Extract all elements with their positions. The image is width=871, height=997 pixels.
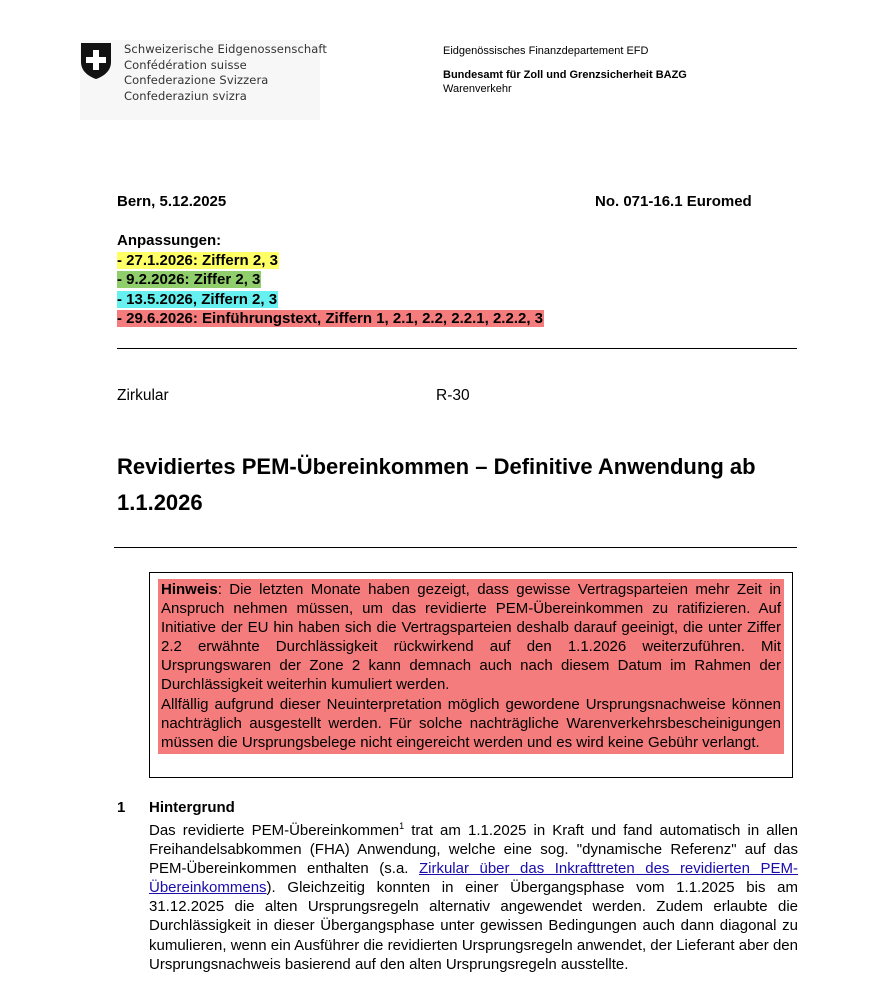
- division-name: Warenverkehr: [443, 83, 512, 95]
- confederation-name-rm: Confederaziun svizra: [124, 88, 247, 103]
- notice-box: [149, 572, 793, 778]
- document-type-label: Zirkular: [117, 387, 169, 404]
- body-text-b: trat am 1.1.2025 in Kraft und fand automatisch in allen Freihandelsabkommen (FHA) Anwendung, welche eine sog. "dynamische Referenz" auf das PEM-Übereinkommen enthalten (s.a.: [149, 822, 798, 878]
- divider-title: [114, 547, 797, 548]
- confederation-names: [124, 42, 327, 104]
- adjustment-item: - 29.6.2026: Einführungstext, Ziffern 1, 2.1, 2.2, 2.2.1, 2.2.2, 3: [117, 310, 544, 327]
- confederation-name-it: Confederazione Svizzera: [124, 73, 269, 87]
- circular-link[interactable]: Zirkular über das Inkrafttreten des revidierten PEM-Übereinkommens: [149, 860, 798, 897]
- document-number: No. 071-16.1 Euromed: [595, 193, 752, 210]
- adjustments-heading: Anpassungen:: [117, 232, 222, 249]
- section-body: [149, 821, 798, 974]
- section-title: Hintergrund: [149, 799, 235, 816]
- department-name: Eidgenössisches Finanzdepartement EFD: [443, 45, 649, 57]
- adjustment-item: - 13.5.2026, Ziffern 2, 3: [117, 290, 278, 308]
- notice-highlight: [158, 579, 784, 754]
- notice-paragraph-2: Allfällig aufgrund dieser Neuinterpretation möglich gewordene Ursprungsnachweise können nachträglich ausgestellt werden. Für solche nachträgliche Warenverkehrsbescheinigungen müssen die Ursprungsbelege nicht eingereicht werden und es wird keine Gebühr verlangt.: [161, 695, 781, 751]
- notice-label: Hinweis: [161, 581, 218, 598]
- adjustment-item: - 9.2.2026: Ziffer 2, 3: [117, 271, 261, 288]
- place-date: Bern, 5.12.2025: [117, 193, 227, 210]
- confederation-name-de: Schweizerische Eidgenossenschaft: [124, 42, 327, 56]
- confederation-name-fr: Confédération suisse: [124, 57, 247, 72]
- notice-paragraph-1: : Die letzten Monate haben gezeigt, dass gewisse Vertragsparteien mehr Zeit in Anspruch nehmen müssen, um das revidierte PEM-Übereinkommen zu ratifizieren. Auf Initiative der EU hin haben sich die Vertragsparteien deshalb darauf geeinigt, die unter Ziffer 2.2 erwähnte Durchlässigkeit rückwirkend auf den 1.1.2026 weiterzuführen. Mit Ursprungswaren der Zone 2 kann demnach auch nach diesem Datum im Rahmen der Durchlässigkeit weiterhin kumuliert werden.: [161, 581, 781, 694]
- section-number: 1: [117, 799, 126, 816]
- department-block: [443, 44, 687, 96]
- body-text-a: Das revidierte PEM-Übereinkommen: [149, 822, 400, 839]
- body-text-c: ). Gleichzeitig konnten in einer Übergangsphase vom 1.1.2025 bis am 31.12.2025 die alten Ursprungsregeln alternativ angewendet werden. Zudem erlaubte die Durchlässigkeit in dieser Übergangsphase unter gewissen Bedingungen auch dann diagonal zu kumulieren, wenn ein Ausführer die revidierten Ursprungsregeln anwendet, der Lieferant aber den Ursprungsnachweis basierend auf den alten Ursprungsregeln ausstellte.: [149, 879, 798, 973]
- adjustment-item: - 27.1.2026: Ziffern 2, 3: [117, 251, 278, 269]
- confederation-logo: [80, 40, 327, 120]
- office-name: Bundesamt für Zoll und Grenzsicherheit BAZG: [443, 69, 687, 81]
- footnote-marker[interactable]: 1: [399, 821, 405, 831]
- swiss-shield-icon: [80, 42, 112, 80]
- divider-top: [117, 348, 797, 349]
- document-title: Revidiertes PEM-Übereinkommen – Definitive Anwendung ab 1.1.2026: [117, 454, 756, 515]
- document-type-number: R-30: [436, 387, 470, 404]
- adjustments-block: [117, 231, 544, 329]
